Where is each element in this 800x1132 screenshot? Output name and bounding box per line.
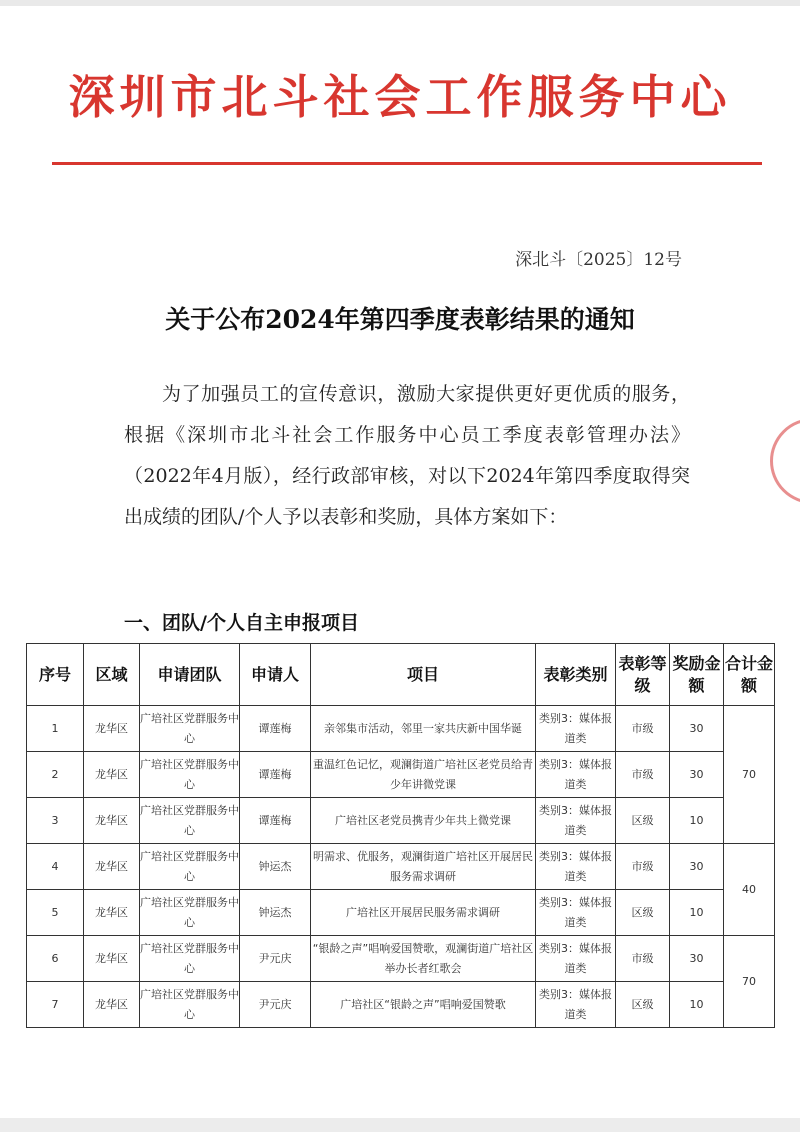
scan-top-edge	[0, 0, 800, 6]
cell-region: 龙华区	[84, 936, 140, 982]
section-heading: 一、团队/个人自主申报项目	[124, 612, 359, 634]
cell-category: 类别3：媒体报道类	[536, 752, 616, 798]
cell-team: 广培社区党群服务中心	[140, 752, 240, 798]
cell-region: 龙华区	[84, 752, 140, 798]
cell-amount: 30	[670, 752, 724, 798]
cell-amount: 30	[670, 706, 724, 752]
cell-project: 亲邻集市活动，邻里一家共庆新中国华诞	[311, 706, 536, 752]
cell-category: 类别3：媒体报道类	[536, 936, 616, 982]
cell-level: 区级	[616, 982, 670, 1028]
cell-team: 广培社区党群服务中心	[140, 844, 240, 890]
cell-region: 龙华区	[84, 706, 140, 752]
table-row	[27, 936, 775, 982]
table-row	[27, 706, 775, 752]
cell-total: 70	[724, 706, 775, 844]
header-region: 区域	[84, 644, 140, 706]
cell-amount: 10	[670, 798, 724, 844]
cell-project: “银龄之声”唱响爱国赞歌，观澜街道广培社区举办长者红歌会	[311, 936, 536, 982]
cell-region: 龙华区	[84, 844, 140, 890]
cell-index: 7	[27, 982, 84, 1028]
cell-level: 市级	[616, 706, 670, 752]
header-project: 项目	[311, 644, 536, 706]
cell-region: 龙华区	[84, 798, 140, 844]
document-number: 深北斗〔2025〕12号	[515, 250, 682, 270]
cell-index: 6	[27, 936, 84, 982]
cell-team: 广培社区党群服务中心	[140, 890, 240, 936]
cell-amount: 30	[670, 936, 724, 982]
cell-project: 重温红色记忆，观澜街道广培社区老党员给青少年讲微党课	[311, 752, 536, 798]
cell-team: 广培社区党群服务中心	[140, 936, 240, 982]
header-amount: 奖励金额	[670, 644, 724, 706]
header-level: 表彰等级	[616, 644, 670, 706]
header-applicant: 申请人	[240, 644, 311, 706]
cell-team: 广培社区党群服务中心	[140, 982, 240, 1028]
table-row	[27, 798, 775, 844]
scan-bottom-edge	[0, 1118, 800, 1132]
intro-paragraph: 为了加强员工的宣传意识，激励大家提供更好更优质的服务，根据《深圳市北斗社会工作服务中心员工季度表彰管理办法》（2022年4月版），经行政部审核，对以下2024年第四季度取得突出成绩的团队/个人予以表彰和奖励，具体方案如下：	[124, 383, 690, 528]
cell-total: 40	[724, 844, 775, 936]
header-team: 申请团队	[140, 644, 240, 706]
cell-project: 明需求、优服务，观澜街道广培社区开展居民服务需求调研	[311, 844, 536, 890]
header-index: 序号	[27, 644, 84, 706]
cell-category: 类别3：媒体报道类	[536, 706, 616, 752]
cell-applicant: 谭莲梅	[240, 706, 311, 752]
header-total: 合计金额	[724, 644, 775, 706]
document-title: 关于公布2024年第四季度表彰结果的通知	[165, 305, 635, 334]
cell-applicant: 谭莲梅	[240, 752, 311, 798]
cell-total: 70	[724, 936, 775, 1028]
cell-category: 类别3：媒体报道类	[536, 798, 616, 844]
cell-project: 广培社区开展居民服务需求调研	[311, 890, 536, 936]
cell-index: 5	[27, 890, 84, 936]
table-row	[27, 982, 775, 1028]
cell-project: 广培社区“银龄之声”唱响爱国赞歌	[311, 982, 536, 1028]
letterhead-red-rule	[52, 162, 762, 165]
cell-region: 龙华区	[84, 890, 140, 936]
header-category: 表彰类别	[536, 644, 616, 706]
cell-amount: 30	[670, 844, 724, 890]
cell-level: 市级	[616, 844, 670, 890]
cell-region: 龙华区	[84, 982, 140, 1028]
cell-level: 区级	[616, 798, 670, 844]
table-row	[27, 890, 775, 936]
cell-level: 区级	[616, 890, 670, 936]
cell-applicant: 谭莲梅	[240, 798, 311, 844]
cell-index: 1	[27, 706, 84, 752]
official-seal-partial	[770, 418, 800, 504]
letterhead-org-name: 深圳市北斗社会工作服务中心	[68, 70, 732, 124]
cell-category: 类别3：媒体报道类	[536, 844, 616, 890]
cell-team: 广培社区党群服务中心	[140, 706, 240, 752]
awards-table	[26, 643, 775, 1028]
cell-index: 4	[27, 844, 84, 890]
cell-amount: 10	[670, 982, 724, 1028]
cell-index: 2	[27, 752, 84, 798]
cell-applicant: 钟运杰	[240, 890, 311, 936]
cell-level: 市级	[616, 936, 670, 982]
cell-index: 3	[27, 798, 84, 844]
cell-applicant: 钟运杰	[240, 844, 311, 890]
cell-amount: 10	[670, 890, 724, 936]
cell-category: 类别3：媒体报道类	[536, 890, 616, 936]
cell-team: 广培社区党群服务中心	[140, 798, 240, 844]
table-row	[27, 844, 775, 890]
table-header-row	[27, 644, 775, 706]
cell-applicant: 尹元庆	[240, 982, 311, 1028]
cell-category: 类别3：媒体报道类	[536, 982, 616, 1028]
cell-project: 广培社区老党员携青少年共上微党课	[311, 798, 536, 844]
table-row	[27, 752, 775, 798]
cell-level: 市级	[616, 752, 670, 798]
cell-applicant: 尹元庆	[240, 936, 311, 982]
